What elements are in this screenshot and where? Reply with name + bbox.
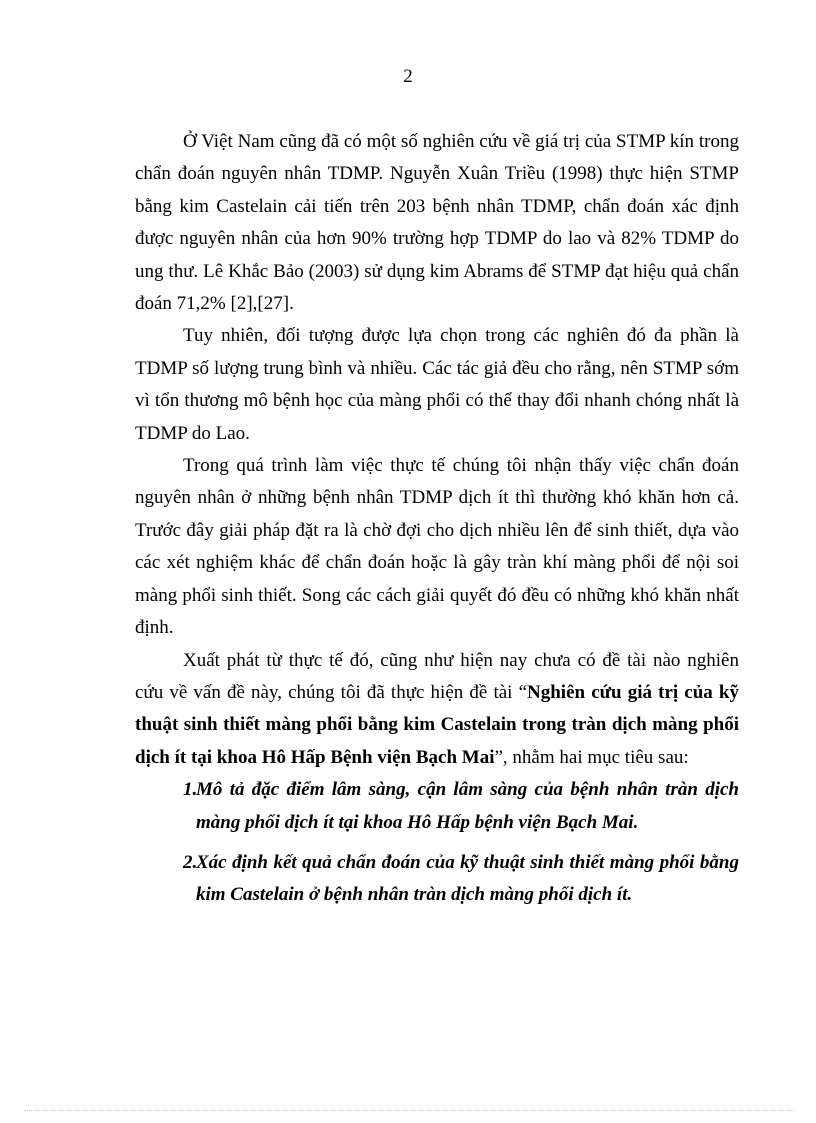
paragraph-4-outro: ”, nhằm hai mục tiêu sau: bbox=[494, 746, 689, 768]
paragraph-4-intro: Xuất phát từ thực tế đó, cũng như hiện nay chưa có đề tài nào nghiên cứu về vấn đề này, chúng tôi đã thực hiện đề tài “ bbox=[135, 649, 739, 703]
objective-number: 1. bbox=[183, 779, 198, 801]
page-number: 2 bbox=[403, 66, 413, 87]
objective-number: 2. bbox=[183, 851, 198, 873]
paragraph-1: Ở Việt Nam cũng đã có một số nghiên cứu về giá trị của STMP kín trong chẩn đoán nguyên nhân TDMP. Nguyễn Xuân Triều (1998) thực hiện STMP bằng kim Castelain cải tiến trên 203 bệnh nhân TDMP, chẩn đoán xác định được nguyên nhân của hơn 90% trường hợp TDMP do lao và 82% TDMP do ung thư. Lê Khắc Bảo (2003) sử dụng kim Abrams để STMP đạt hiệu quả chẩn đoán 71,2% [2],[27]. bbox=[135, 131, 739, 315]
objective-item-2 bbox=[135, 847, 739, 912]
objective-text: Xác định kết quả chẩn đoán của kỹ thuật sinh thiết màng phổi bằng kim Castelain ở bệnh nhân tràn dịch màng phổi dịch ít. bbox=[196, 851, 739, 906]
objective-text: Mô tả đặc điểm lâm sàng, cận lâm sàng của bệnh nhân tràn dịch màng phổi dịch ít tại khoa Hô Hấp bệnh viện Bạch Mai. bbox=[196, 779, 739, 833]
page-body bbox=[135, 126, 739, 920]
objectives-list bbox=[135, 774, 739, 912]
thesis-title: Nghiên cứu giá trị của kỹ thuật sinh thiết màng phổi bằng kim Castelain trong tràn dịch màng phổi dịch ít tại khoa Hô Hấp Bệnh viện Bạch Mai bbox=[135, 681, 740, 768]
paragraph-4 bbox=[135, 645, 739, 775]
paragraph-3: Trong quá trình làm việc thực tế chúng tôi nhận thấy việc chẩn đoán nguyên nhân ở những bệnh nhân TDMP dịch ít thì thường khó khăn hơn cả. Trước đây giải pháp đặt ra là chờ đợi cho dịch nhiều lên để sinh thiết, dựa vào các xét nghiệm khác để chẩn đoán hoặc là gây tràn khí màng phổi để nội soi màng phổi sinh thiết. Song các cách giải quyết đó đều có những khó khăn nhất định. bbox=[135, 455, 739, 639]
page-bottom-divider bbox=[24, 1110, 794, 1111]
paragraph-2: Tuy nhiên, đối tượng được lựa chọn trong các nghiên đó đa phần là TDMP số lượng trung bình và nhiều. Các tác giả đều cho rằng, nên STMP sớm vì tổn thương mô bệnh học của màng phổi có thể thay đổi nhanh chóng nhất là TDMP do Lao. bbox=[135, 325, 739, 444]
objective-item-1 bbox=[135, 774, 739, 839]
